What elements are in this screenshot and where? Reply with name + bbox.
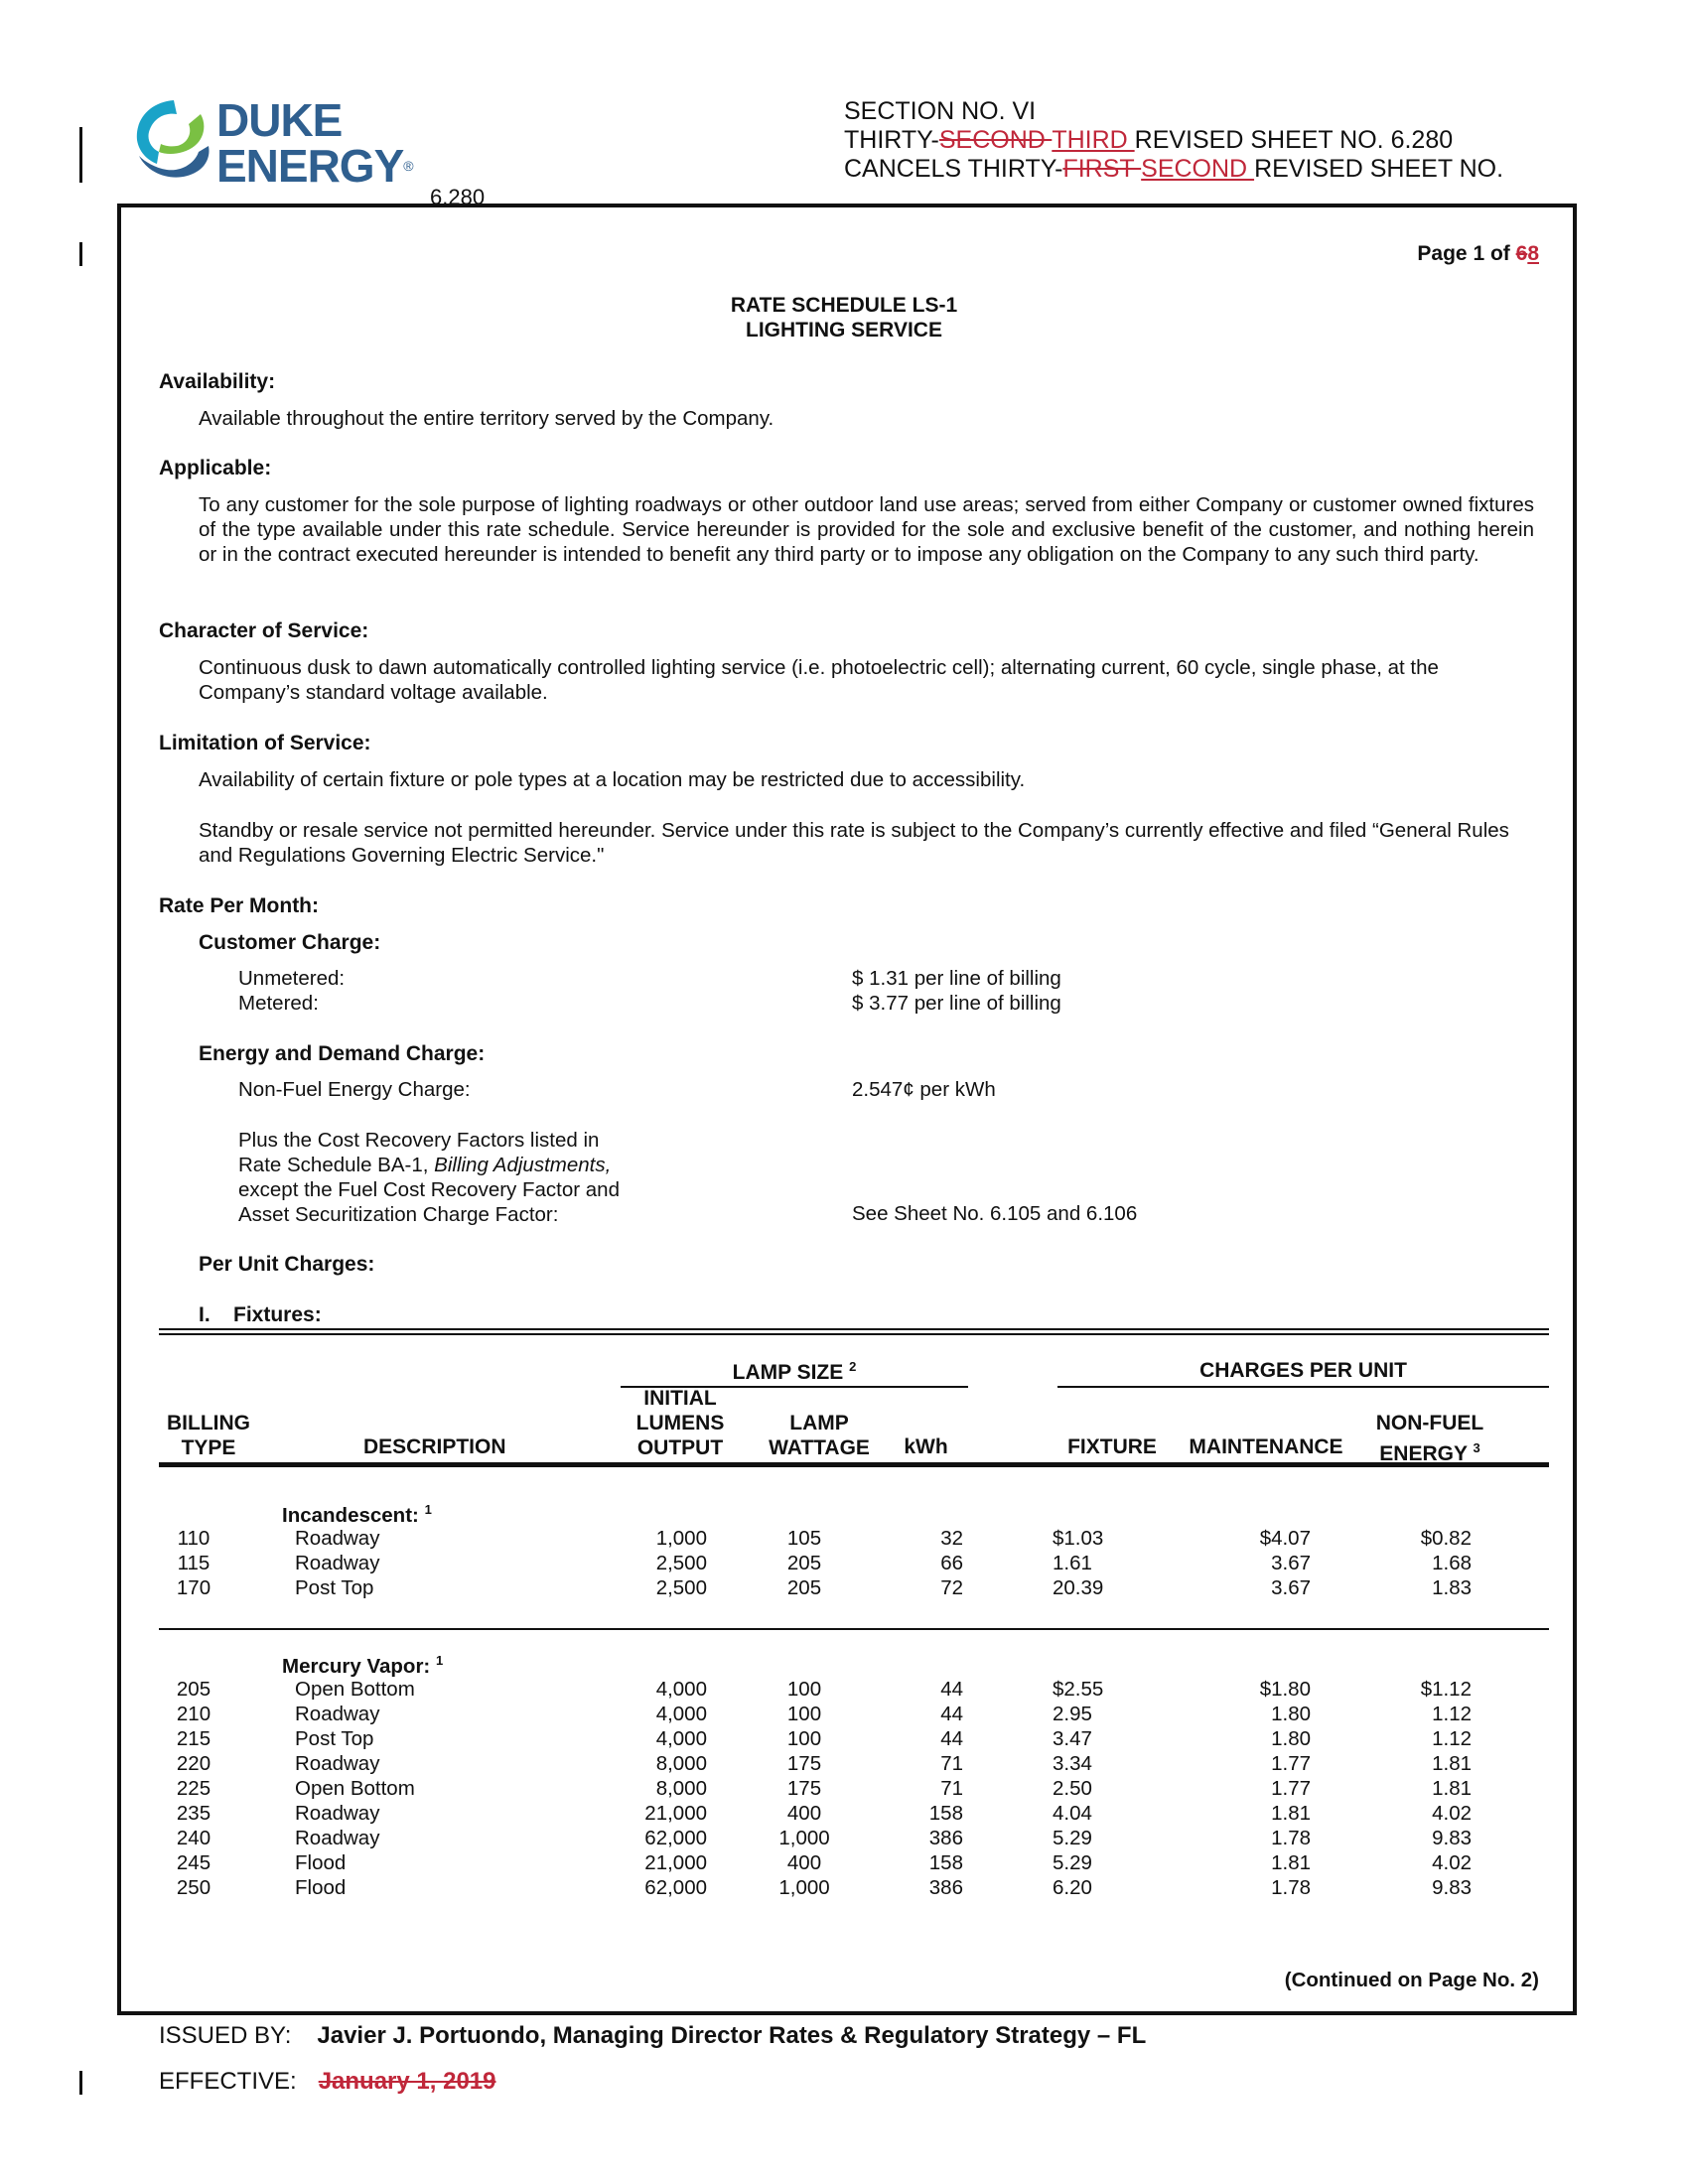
table-cell: 3.34 — [1053, 1752, 1092, 1775]
availability-text: Available throughout the entire territory served by the Company. — [199, 407, 774, 430]
table-cell: 32 — [940, 1527, 963, 1550]
table-cell: 158 — [928, 1851, 963, 1874]
logo-reg: ® — [403, 158, 414, 174]
effective-date: EFFECTIVE: January 1, 2019 — [159, 2068, 496, 2095]
logo-line2: ENERGY — [216, 140, 404, 192]
table-cell: 235 — [176, 1802, 211, 1825]
energy-charge-heading: Energy and Demand Charge: — [199, 1042, 486, 1065]
table-cell: 400 — [786, 1851, 822, 1874]
table-cell: 21,000 — [644, 1851, 707, 1874]
header-bottom-rule — [159, 1462, 1549, 1467]
table-cell: Post Top — [295, 1727, 374, 1750]
table-cell: Roadway — [295, 1827, 380, 1849]
availability-heading: Availability: — [159, 370, 276, 393]
table-cell: 1.77 — [1271, 1752, 1311, 1775]
table-cell: $1.12 — [1420, 1678, 1472, 1701]
table-cell: 1.83 — [1432, 1576, 1472, 1599]
table-cell: 105 — [786, 1527, 822, 1550]
table-cell: 175 — [786, 1777, 822, 1800]
table-cell: 240 — [176, 1827, 211, 1849]
fixtures-heading: I. Fixtures: — [199, 1303, 322, 1326]
table-cell: 1.78 — [1271, 1827, 1311, 1849]
table-cell: 44 — [940, 1703, 963, 1725]
deleted-text: 6 — [1515, 242, 1528, 265]
inserted-text: SECOND — [1141, 155, 1255, 183]
table-cell: Flood — [295, 1876, 347, 1899]
table-cell: 44 — [940, 1678, 963, 1701]
table-cell: 1.80 — [1271, 1727, 1311, 1750]
table-cell: 4.04 — [1053, 1802, 1092, 1825]
table-cell: 71 — [940, 1752, 963, 1775]
table-cell: 210 — [176, 1703, 211, 1725]
unmetered-value: $ 1.31 per line of billing — [852, 967, 1061, 990]
table-cell: 5.29 — [1053, 1827, 1092, 1849]
table-cell: 1.61 — [1053, 1552, 1092, 1574]
col-maintenance: MAINTENANCE — [1189, 1435, 1343, 1458]
logo-line1: DUKE — [216, 94, 343, 146]
change-bar — [79, 242, 82, 266]
table-cell: $1.03 — [1053, 1527, 1104, 1550]
table-cell: 205 — [176, 1678, 211, 1701]
table-top-rule — [159, 1328, 1549, 1330]
table-cell: 100 — [786, 1703, 822, 1725]
table-cell: Post Top — [295, 1576, 374, 1599]
group-heading: Mercury Vapor: $^1$ — [282, 1653, 444, 1678]
rate-heading: Rate Per Month: — [159, 894, 320, 917]
charges-per-unit-header: CHARGES PER UNIT — [1199, 1359, 1407, 1382]
table-cell: 225 — [176, 1777, 211, 1800]
table-cell: 44 — [940, 1727, 963, 1750]
table-cell: 386 — [928, 1827, 963, 1849]
lamp-size-header: LAMP SIZE $^2$ — [732, 1359, 857, 1384]
table-cell: 158 — [928, 1802, 963, 1825]
table-cell: $1.80 — [1259, 1678, 1311, 1701]
table-cell: 71 — [940, 1777, 963, 1800]
limitation-text-1: Availability of certain fixture or pole types at a location may be restricted due to accessibility. — [199, 768, 1026, 791]
table-cell: 1,000 — [778, 1876, 830, 1899]
table-cell: 8,000 — [655, 1777, 707, 1800]
col-wattage: LAMP WATTAGE — [769, 1412, 870, 1459]
sheet-number-continued: 6.280 — [430, 185, 486, 209]
table-cell: $4.07 — [1259, 1527, 1311, 1550]
duke-energy-wordmark — [216, 94, 414, 192]
cancels-sheet-line: CANCELS THIRTY-FIRST SECOND REVISED SHEET NO. — [844, 155, 1504, 183]
sheet-header — [844, 97, 1503, 184]
table-cell: 205 — [786, 1576, 822, 1599]
table-cell: 245 — [176, 1851, 211, 1874]
table-cell: 9.83 — [1432, 1876, 1472, 1899]
applicable-text: To any customer for the sole purpose of lighting roadways or other outdoor land use areas; served from either Company or customer owned fixtures of the type available under this rate schedule. Service hereunder is provided for the sole and exclusive benefit of the customer, and nothing herein or in the contract executed hereunder is intended to benefit any third party or to impose any obligation on the Company to any such third party. — [199, 493, 1534, 566]
table-cell: 400 — [786, 1802, 822, 1825]
limitation-text-2: Standby or resale service not permitted hereunder. Service under this rate is subject to the Company’s currently effective and filed “General Rules and Regulations Governing Electric Service." — [199, 819, 1509, 867]
table-cell: 100 — [786, 1727, 822, 1750]
table-cell: 62,000 — [644, 1827, 707, 1849]
table-cell: 2,500 — [655, 1576, 707, 1599]
duke-energy-logo-mark — [129, 94, 213, 189]
table-cell: 170 — [176, 1576, 211, 1599]
table-cell: Roadway — [295, 1552, 380, 1574]
deleted-text: January 1, 2019 — [318, 2068, 496, 2095]
metered-label: Metered: — [238, 992, 319, 1015]
charges-rule — [1057, 1386, 1549, 1388]
customer-charge-heading: Customer Charge: — [199, 931, 381, 954]
table-cell: Roadway — [295, 1752, 380, 1775]
table-cell: 20.39 — [1053, 1576, 1104, 1599]
table-cell: 1.81 — [1432, 1777, 1472, 1800]
limitation-heading: Limitation of Service: — [159, 732, 371, 754]
table-cell: 220 — [176, 1752, 211, 1775]
table-cell: 4,000 — [655, 1727, 707, 1750]
table-cell: 215 — [176, 1727, 211, 1750]
inserted-text: 8 — [1527, 242, 1539, 265]
duke-energy-logo — [129, 94, 213, 194]
page-number: Page 1 of 68 — [1417, 242, 1539, 265]
table-cell: Flood — [295, 1851, 347, 1874]
change-bar — [79, 2071, 82, 2095]
table-cell: Roadway — [295, 1527, 380, 1550]
schedule-title: RATE SCHEDULE LS-1 — [730, 294, 958, 317]
table-cell: 1.81 — [1271, 1851, 1311, 1874]
table-cell: 4.02 — [1432, 1802, 1472, 1825]
revised-sheet-line: THIRTY-SECOND THIRD REVISED SHEET NO. 6.280 — [844, 126, 1454, 154]
schedule-subtitle: LIGHTING SERVICE — [746, 319, 942, 341]
table-cell: 1.78 — [1271, 1876, 1311, 1899]
inserted-text: THIRD — [1052, 126, 1135, 154]
table-cell: 4,000 — [655, 1678, 707, 1701]
unmetered-label: Unmetered: — [238, 967, 346, 990]
change-bar — [79, 127, 82, 183]
table-cell: 1.80 — [1271, 1703, 1311, 1725]
table-cell: 5.29 — [1053, 1851, 1092, 1874]
section-number: SECTION NO. VI — [844, 97, 1037, 125]
table-cell: 115 — [177, 1552, 211, 1574]
table-cell: 205 — [786, 1552, 822, 1574]
character-heading: Character of Service: — [159, 619, 369, 642]
cost-recovery-value: See Sheet No. 6.105 and 6.106 — [852, 1202, 1138, 1225]
table-cell: Roadway — [295, 1703, 380, 1725]
table-cell: 2.95 — [1053, 1703, 1092, 1725]
continued-note: (Continued on Page No. 2) — [1284, 1969, 1539, 1991]
table-cell: Open Bottom — [295, 1678, 415, 1701]
character-text: Continuous dusk to dawn automatically controlled lighting service (i.e. photoelectric cell); alternating current, 60 cycle, single phase, at the Company’s standard voltage available. — [199, 656, 1439, 704]
col-billing-type: BILLING TYPE — [167, 1412, 250, 1459]
table-cell: 2.50 — [1053, 1777, 1092, 1800]
table-cell: 9.83 — [1432, 1827, 1472, 1849]
table-cell: 4.02 — [1432, 1851, 1472, 1874]
table-cell: 1,000 — [655, 1527, 707, 1550]
table-cell: Open Bottom — [295, 1777, 415, 1800]
col-description: DESCRIPTION — [363, 1435, 506, 1458]
table-cell: 21,000 — [644, 1802, 707, 1825]
table-cell: 1.81 — [1271, 1802, 1311, 1825]
col-kwh: kWh — [904, 1435, 948, 1458]
table-cell: 3.47 — [1053, 1727, 1092, 1750]
cost-recovery-text: Plus the Cost Recovery Factors listed in Rate Schedule BA-1, Billing Adjustments, except the Fuel Cost Recovery Factor and Asset Securitization Charge Factor: — [238, 1129, 620, 1226]
issued-by: ISSUED BY: Javier J. Portuondo, Managing Director Rates & Regulatory Strategy – FL — [159, 2022, 1147, 2049]
table-cell: 4,000 — [655, 1703, 707, 1725]
per-unit-heading: Per Unit Charges: — [199, 1253, 375, 1276]
table-cell: 62,000 — [644, 1876, 707, 1899]
table-cell: $2.55 — [1053, 1678, 1104, 1701]
table-cell: Roadway — [295, 1802, 380, 1825]
table-cell: 250 — [176, 1876, 211, 1899]
table-cell: 1.12 — [1432, 1703, 1472, 1725]
table-cell: 1.12 — [1432, 1727, 1472, 1750]
table-cell: 110 — [177, 1527, 211, 1550]
table-top-rule — [159, 1333, 1549, 1335]
table-cell: 386 — [928, 1876, 963, 1899]
table-cell: 175 — [786, 1752, 822, 1775]
deleted-text: SECOND — [938, 126, 1053, 154]
table-cell: 72 — [940, 1576, 963, 1599]
applicable-heading: Applicable: — [159, 457, 272, 479]
metered-value: $ 3.77 per line of billing — [852, 992, 1061, 1015]
group-divider — [159, 1628, 1549, 1630]
nonfuel-value: 2.547¢ per kWh — [852, 1078, 996, 1101]
deleted-text: FIRST — [1062, 155, 1142, 183]
col-lumens: INITIAL LUMENS OUTPUT — [635, 1387, 725, 1459]
group-heading: Incandescent: $^1$ — [282, 1502, 432, 1527]
table-cell: $0.82 — [1420, 1527, 1472, 1550]
table-cell: 8,000 — [655, 1752, 707, 1775]
table-cell: 3.67 — [1271, 1576, 1311, 1599]
table-cell: 3.67 — [1271, 1552, 1311, 1574]
table-cell: 1.81 — [1432, 1752, 1472, 1775]
table-cell: 1.77 — [1271, 1777, 1311, 1800]
nonfuel-label: Non-Fuel Energy Charge: — [238, 1078, 471, 1101]
table-cell: 66 — [940, 1552, 963, 1574]
table-cell: 6.20 — [1053, 1876, 1092, 1899]
col-fixture: FIXTURE — [1067, 1435, 1157, 1458]
table-cell: 1.68 — [1432, 1552, 1472, 1574]
table-cell: 2,500 — [655, 1552, 707, 1574]
table-cell: 100 — [786, 1678, 822, 1701]
table-cell: 1,000 — [778, 1827, 830, 1849]
col-nonfuel-energy: NON-FUEL ENERGY $^3$ — [1375, 1412, 1484, 1465]
